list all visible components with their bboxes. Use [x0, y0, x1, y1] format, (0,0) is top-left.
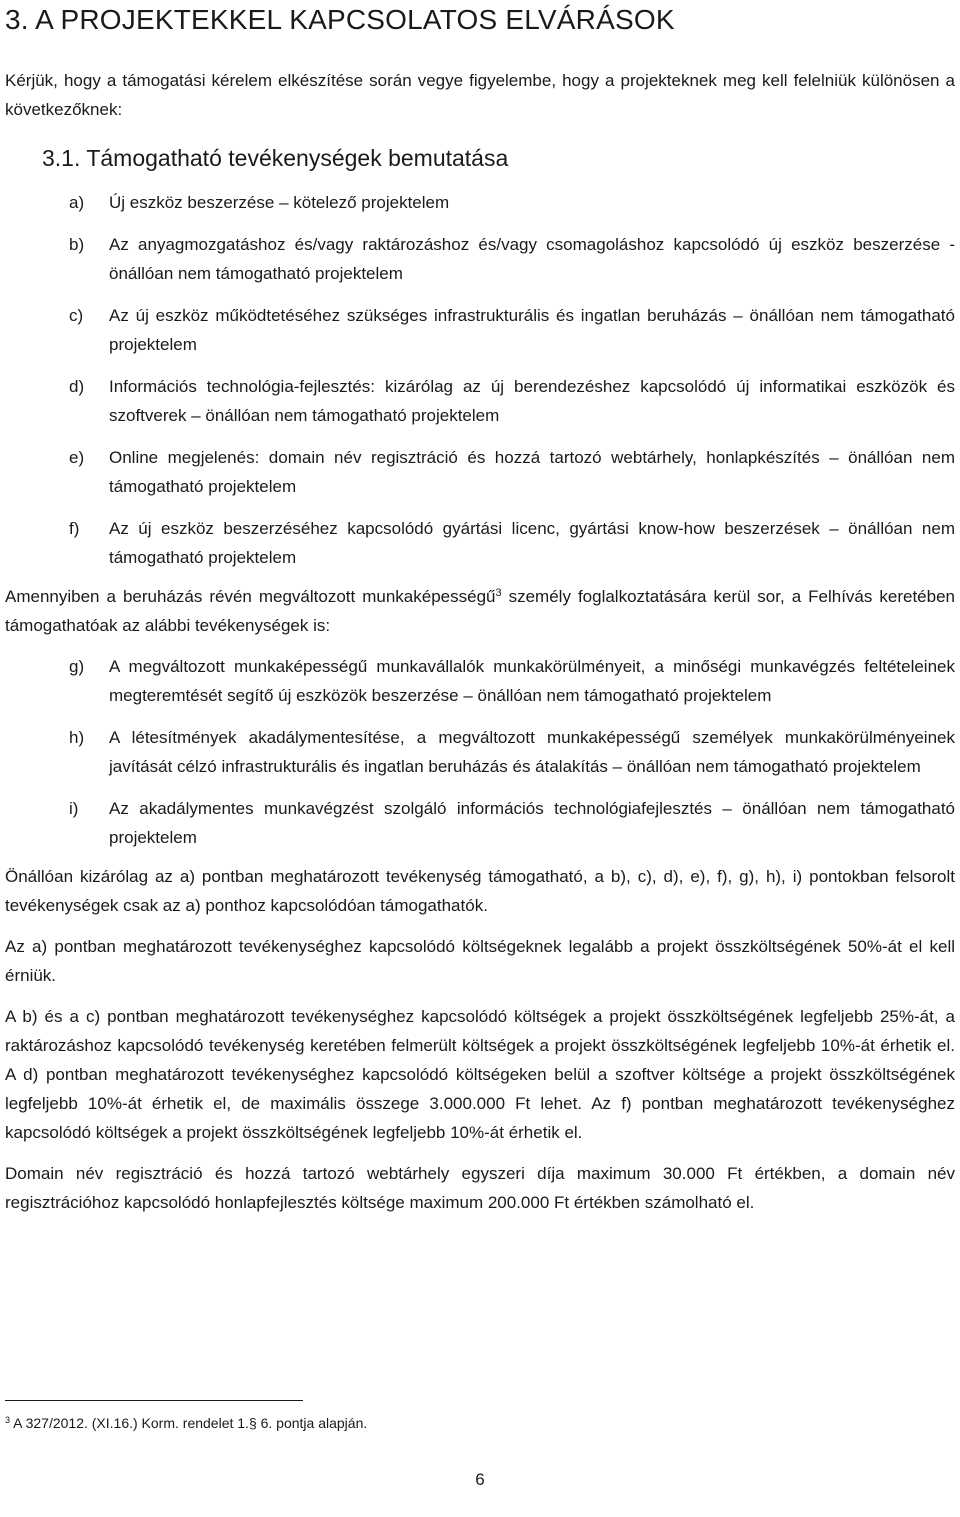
list-item-text: Új eszköz beszerzése – kötelező projektelem [109, 193, 450, 212]
list-item [5, 443, 955, 501]
list-item-text: Az akadálymentes munkavégzést szolgáló információs technológiafejlesztés – önállóan nem támogatható projektelem [109, 799, 955, 847]
subsection-heading: 3.1. Támogatható tevékenységek bemutatása [42, 145, 509, 171]
body-paragraph: A b) és a c) pontban meghatározott tevékenységhez kapcsolódó költségek a projekt összköltségének legfeljebb 25%-át, a raktározáshoz kapcsolódó tevékenység keretében felmerült költségek a projekt összköltségének legfeljebb 10%-át érhetik el. A d) pontban meghatározott tevékenységhez kapcsolódó költségeken belül a szoftver költsége a projekt összköltségének legfeljebb 10%-át érhetik el, de maximális összege 3.000.000 Ft lehet. Az f) pontban meghatározott tevékenységhez kapcsolódó költségek a projekt összköltségének legfeljebb 10%-át érhetik el. [5, 1007, 955, 1142]
list-item-label: h) [69, 728, 85, 747]
additional-activity-list [5, 652, 955, 852]
list-item-label: d) [69, 377, 85, 396]
list-item-label: c) [69, 306, 84, 325]
list-item-label: b) [69, 235, 85, 254]
document-page [5, 0, 955, 1217]
list-item-label: g) [69, 657, 85, 676]
list-item-text: Az új eszköz beszerzéséhez kapcsolódó gyártási licenc, gyártási know-how beszerzések – önállóan nem támogatható projektelem [109, 519, 955, 567]
section-heading: 3. A PROJEKTEKKEL KAPCSOLATOS ELVÁRÁSOK [5, 4, 675, 35]
activity-list [5, 188, 955, 572]
footnote-separator [5, 1400, 303, 1401]
list-item-text: A létesítmények akadálymentesítése, a megváltozott munkaképességű személyek munkakörülményeinek javítását célzó infrastrukturális és ingatlan beruházás és átalakítás – önállóan nem támogatható projektelem [109, 728, 955, 776]
list-item-label: f) [69, 519, 80, 538]
page-number: 6 [475, 1470, 485, 1489]
list-item [5, 723, 955, 781]
paragraph-text: Amennyiben a beruházás révén megváltozott munkaképességű [5, 587, 496, 606]
list-item-text: A megváltozott munkaképességű munkavállalók munkakörülményeit, a minőségi munkavégzés feltételeinek megteremtését segítő új eszközök beszerzése – önállóan nem támogatható projektelem [109, 657, 955, 705]
body-paragraph: Domain név regisztráció és hozzá tartozó webtárhely egyszeri díja maximum 30.000 Ft értékben, a domain név regisztrációhoz kapcsolódó honlapfejlesztés költsége maximum 200.000 Ft értékben számolható el. [5, 1164, 955, 1212]
footnote-reference: 3 [495, 587, 502, 599]
list-item-text: Online megjelenés: domain név regisztráció és hozzá tartozó webtárhely, honlapkészítés – önállóan nem támogatható projektelem [109, 448, 955, 496]
list-item [5, 188, 955, 217]
list-item [5, 230, 955, 288]
footnote [5, 1414, 367, 1432]
list-item-text: Az anyagmozgatáshoz és/vagy raktározáshoz és/vagy csomagoláshoz kapcsolódó új eszköz beszerzése - önállóan nem támogatható projektelem [109, 235, 955, 283]
eligibility-paragraph [5, 582, 955, 640]
footnote-mark: 3 [5, 1415, 11, 1425]
list-item-label: i) [69, 799, 79, 818]
body-paragraph: Az a) pontban meghatározott tevékenységhez kapcsolódó költségeknek legalább a projekt összköltségének 50%-át el kell érniük. [5, 937, 955, 985]
list-item [5, 301, 955, 359]
list-item-label: e) [69, 448, 85, 467]
intro-paragraph: Kérjük, hogy a támogatási kérelem elkészítése során vegye figyelembe, hogy a projekteknek meg kell felelniük különösen a következőknek: [5, 71, 955, 119]
paragraph-text: személy foglalkoztatására kerül sor, a Felhívás keretében támogathatóak az alábbi tevékenységek is: [5, 587, 955, 635]
list-item [5, 794, 955, 852]
list-item-text: Információs technológia-fejlesztés: kizárólag az új berendezéshez kapcsolódó új informatikai eszközök és szoftverek – önállóan nem támogatható projektelem [109, 377, 955, 425]
list-item-label: a) [69, 193, 85, 212]
list-item [5, 652, 955, 710]
body-paragraph: Önállóan kizárólag az a) pontban meghatározott tevékenység támogatható, a b), c), d), e), f), g), h), i) pontokban felsorolt tevékenységek csak az a) ponthoz kapcsolódóan támogathatók. [5, 867, 955, 915]
list-item [5, 514, 955, 572]
list-item [5, 372, 955, 430]
list-item-text: Az új eszköz működtetéséhez szükséges infrastrukturális és ingatlan beruházás – önállóan nem támogatható projektelem [109, 306, 955, 354]
footnote-text: A 327/2012. (XI.16.) Korm. rendelet 1.§ 6. pontja alapján. [10, 1415, 368, 1431]
